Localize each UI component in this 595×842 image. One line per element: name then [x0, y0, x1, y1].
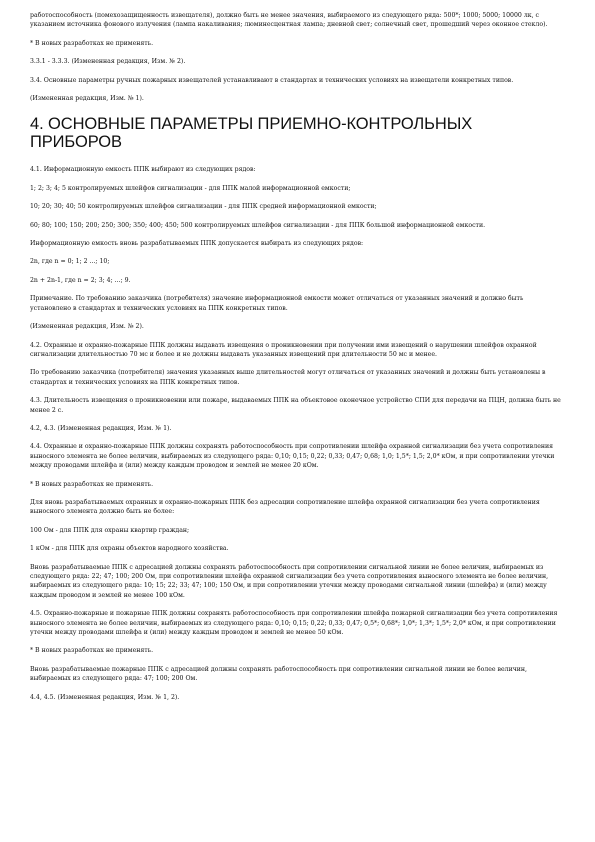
paragraph: Для вновь разрабатываемых охранных и охранно-пожарных ППК без адресации сопротивление шлейфа охранной сигнализации без учета сопротивления выносного элемента должно быть не более:	[30, 498, 540, 516]
amendment-note: 4.2, 4.3. (Измененная редакция, Изм. № 1).	[30, 424, 172, 432]
paragraph: Вновь разрабатываемые пожарные ППК с адресацией должны сохранять работоспособность при сопротивлении сигнальной линии не более величин, выбираемых из следующего ряда: 47; 100; 200 Ом.	[30, 665, 528, 683]
paragraph: 4.4. Охранные и охранно-пожарные ППК должны сохранять работоспособность при сопротивлении шлейфа охранной сигнализации без учета сопротивления выносного элемента не более величин, выбираемых из следующего ряда: 0,10; 0,15; 0,22; 0,33; 0,47; 0,68; 1,0; 1,5*; 1,5; 2,0* кОм, и при сопротивлении утечки между проводами шлейфа и (или) между каждым проводом и землей не менее 20 кОм.	[30, 443, 555, 470]
paragraph: 4.3. Длительность извещения о проникновении или пожаре, выдаваемых ППК на объектовое оконечное устройство СПИ для передачи на ПЦН, должна быть не менее 2 с.	[30, 397, 561, 414]
paragraph: 4.2. Охранные и охранно-пожарные ППК должны выдавать извещения о проникновении при получении ими извещений о нарушении шлейфов охранной сигнализации длительностью 70 мс и более и не должны выдавать указанных извещений при длительности 50 мс и менее.	[30, 341, 537, 358]
footnote: * В новых разработках не применять.	[30, 647, 154, 655]
footnote: * В новых разработках не применять.	[30, 480, 154, 488]
paragraph: Информационную емкость вновь разрабатываемых ППК допускается выбирать из следующих рядов:	[30, 240, 364, 248]
paragraph: Вновь разрабатываемые ППК с адресацией должны сохранять работоспособность при сопротивлении сигнальной линии не более величин, выбираемых из следующего ряда: 22; 47; 100; 200 Ом, при сопротивлении шлейфа охранной сигнализации без учета сопротивления выносного элемента не более величин, выбираемых из следующего ряда: 10; 15; 22; 33; 47; 100; 150 Ом, и при сопротивлении утечки между проводами сигнальной линии (шлейфа) и (или) между каждым проводом и землей не менее 100 кОм.	[30, 563, 549, 599]
paragraph: По требованию заказчика (потребителя) значения указанных выше длительностей могут отличаться от указанных значений и должны быть установлены в стандартах и технических условиях на ППК конкретных типов.	[30, 369, 546, 386]
paragraph: 100 Ом - для ППК для охраны квартир граждан;	[30, 526, 190, 534]
formula-line: 2n, где n = 0; 1; 2 ...; 10;	[30, 258, 110, 266]
footnote: * В новых разработках не применять.	[30, 39, 154, 47]
amendment-note: 3.3.1 - 3.3.3. (Измененная редакция, Изм. № 2).	[30, 58, 186, 66]
paragraph: 1 кОм - для ППК для охраны объектов народного хозяйства.	[30, 545, 229, 553]
paragraph: 1; 2; 3; 4; 5 контролируемых шлейфов сигнализации - для ППК малой информационной емкости;	[30, 184, 351, 192]
amendment-note: 4.4, 4.5. (Измененная редакция, Изм. № 1, 2).	[30, 693, 180, 701]
note-paragraph: Примечание. По требованию заказчика (потребителя) значение информационной емкости может отличаться от указанных значений и должно быть установлено в стандартах и технических условиях на ППК конкретных типов.	[30, 295, 524, 312]
paragraph: 4.5. Охранно-пожарные и пожарные ППК должны сохранять работоспособность при сопротивлении шлейфа пожарной сигнализации без учета сопротивления выносного элемента не более величин, выбираемых из следующего ряда: 0,10; 0,15; 0,22; 0,33; 0,47; 0,5*; 0,68*; 1,0*; 1,3*; 1,5*; 2,0* кОм, и при сопротивлении утечки между проводами шлейфа и (или) между каждым проводом и землей не менее 50 кОм.	[30, 610, 558, 637]
paragraph: 4.1. Информационную емкость ППК выбирают из следующих рядов:	[30, 166, 256, 174]
paragraph: 10; 20; 30; 40; 50 контролируемых шлейфов сигнализации - для ППК средней информационной емкости;	[30, 203, 377, 211]
section-heading: 4. ОСНОВНЫЕ ПАРАМЕТРЫ ПРИЕМНО-КОНТРОЛЬНЫХ ПРИБОРОВ	[30, 115, 473, 152]
amendment-note: (Измененная редакция, Изм. № 2).	[30, 323, 144, 331]
paragraph: 60; 80; 100; 150; 200; 250; 300; 350; 400; 450; 500 контролируемых шлейфов сигнализации - для ППК большой информационной емкости.	[30, 221, 486, 229]
paragraphs-top	[30, 11, 565, 103]
paragraph: 3.4. Основные параметры ручных пожарных извещателей устанавливают в стандартах и технических условиях на извещатели конкретных типов.	[30, 76, 514, 84]
paragraphs-main	[30, 165, 565, 702]
formula-line: 2n + 2n-1, где n = 2; 3; 4; ...; 9.	[30, 276, 131, 284]
amendment-note: (Измененная редакция, Изм. № 1).	[30, 95, 144, 103]
paragraph: работоспособность (помехозащищенность извещателя), должно быть не менее значения, выбираемого из следующего ряда: 500*; 1000; 5000; 10000 лк, с указанием источника фонового излучения (лампа накаливания; люминесцентная лампа; дневной свет; солнечный свет, прошедший через оконное стекло).	[30, 12, 548, 29]
